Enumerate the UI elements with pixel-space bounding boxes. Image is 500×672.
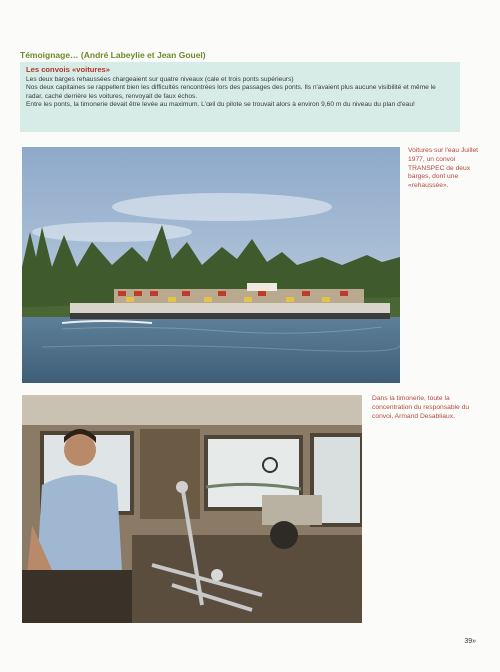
photo1-caption: Voitures sur l'eau Juillet 1977, un convoi TRANSPEC de deux barges, dont une «rehaussée».: [408, 147, 479, 190]
barge-convoy-photo: [22, 147, 400, 383]
box-paragraph-3: Entre les ponts, la timonerie devait être levée au maximum. L'œil du pilote se trouvait alors à environ 9,60 m du niveau du plan d'eau!: [26, 101, 415, 109]
photo2-caption: Dans la timonerie, toute la concentration du responsable du convoi, Armand Desabliaux.: [372, 395, 470, 420]
page-number: 39»: [464, 638, 476, 645]
box-paragraph-1: Les deux barges rehaussées chargeaient sur quatre niveaux (cale et trois ponts supérieurs): [26, 75, 294, 83]
box-paragraph-2: Nos deux capitaines se rappellent bien les difficultés rencontrées lors des passages des ponts. Ils n'avaient plus aucune visibilité et même le radar, caché derrière les voitures, renvoyait de faux échos.: [26, 84, 436, 100]
wheelhouse-photo: [22, 395, 362, 623]
testimony-box: [20, 62, 460, 132]
section-header: Témoignage… (André Labeylie et Jean Gouel): [20, 50, 206, 60]
box-title: Les convois «voitures»: [26, 65, 110, 74]
